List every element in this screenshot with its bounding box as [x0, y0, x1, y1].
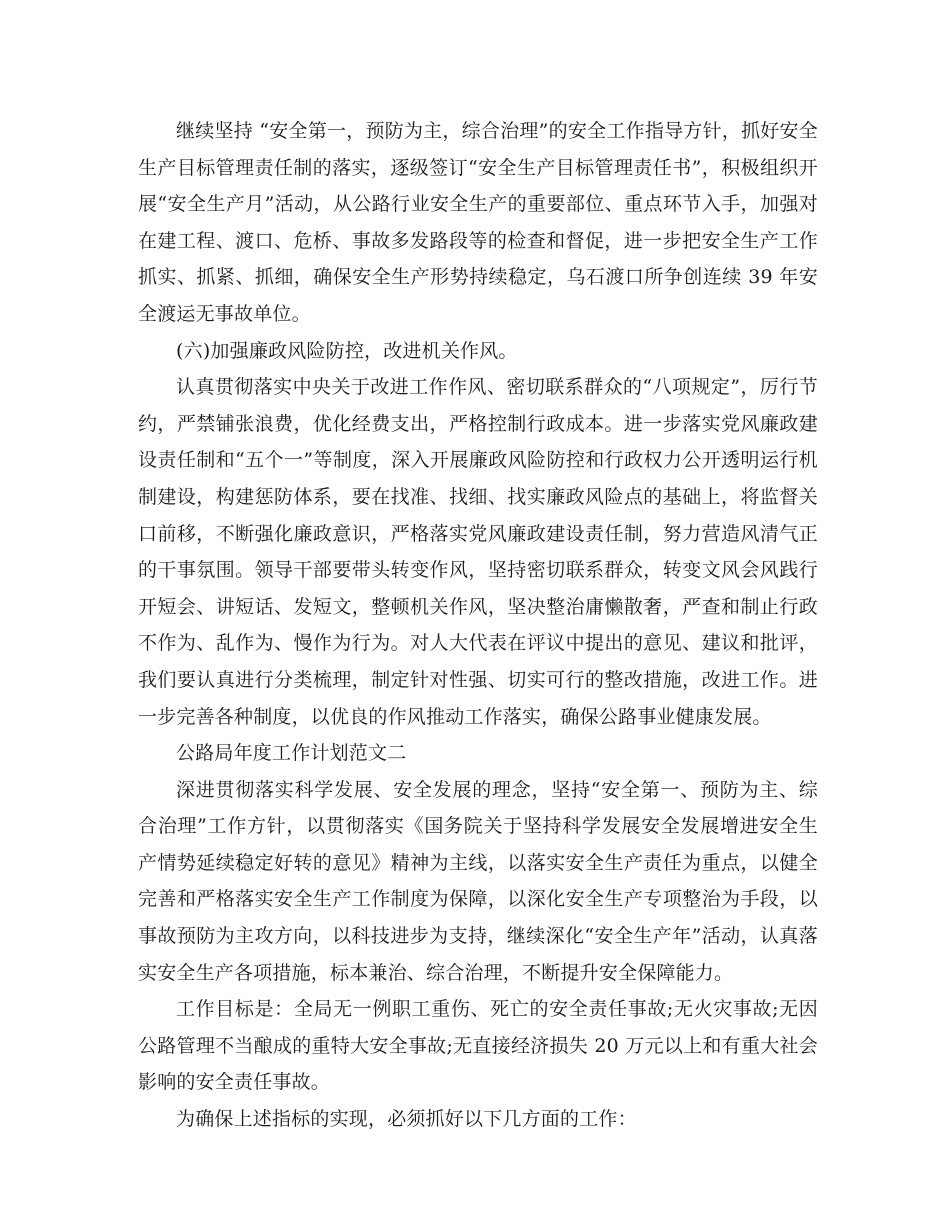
section-heading-anti-corruption: (六)加强廉政风险防控，改进机关作风。: [176, 339, 518, 362]
document-subtitle: 公路局年度工作计划范文二: [176, 742, 407, 765]
paragraph-work-style: 认真贯彻落实中央关于改进工作作风、密切联系群众的“八项规定”，厉行节约，严禁铺张浪费，优化经费支出，严格控制行政成本。进一步落实党风廉政建设责任制和“五个一”等制度，深入开展廉政风险防控和行政权力公开透明运行机制建设，构建惩防体系，要在找准、找细、找实廉政风险点的基础上，将监督关口前移，不断强化廉政意识，严格落实党风廉政建设责任制，努力营造风清气正的干事氛围。领导干部要带头转变作风，坚持密切联系群众，转变文风会风践行开短会、讲短话、发短文，整顿机关作风，坚决整治庸懒散奢，严查和制止行政不作为、乱作为、慢作为行为。对人大代表在评议中提出的意见、建议和批评，我们要认真进行分类梳理，制定针对性强、切实可行的整改措施，改进工作。进一步完善各种制度，以优良的作风推动工作落实，确保公路事业健康发展。: [138, 376, 818, 728]
paragraph-safety-development: 深进贯彻落实科学发展、安全发展的理念，坚持“安全第一、预防为主、综合治理”工作方针，以贯彻落实《国务院关于坚持科学发展安全发展增进安全生产情势延续稳定好转的意见》精神为主线，以落实安全生产责任为重点，以健全完善和严格落实安全生产工作制度为保障，以深化安全生产专项整治为手段，以事故预防为主攻方向，以科技进步为支持，继续深化“安全生产年”活动，认真落实安全生产各项措施，标本兼治、综合治理，不断提升安全保障能力。: [138, 778, 818, 984]
paragraph-safety-policy: 继续坚持 “安全第一，预防为主，综合治理”的安全工作指导方针，抓好安全生产目标管理责任制的落实，逐级签订“安全生产目标管理责任书”，积极组织开展“安全生产月”活动，从公路行业安全生产的重要部位、重点环节入手，加强对在建工程、渡口、危桥、事故多发路段等的检查和督促，进一步把安全生产工作抓实、抓紧、抓细，确保安全生产形势持续稳定，乌石渡口所争创连续 39 年安全渡运无事故单位。: [138, 120, 818, 325]
paragraph-work-goals: 工作目标是：全局无一例职工重伤、死亡的安全责任事故;无火灾事故;无因公路管理不当酿成的重特大安全事故;无直接经济损失 20 万元以上和有重大社会影响的安全责任事故。: [138, 998, 818, 1094]
paragraph-tasks-intro: 为确保上述指标的实现，必须抓好以下几方面的工作：: [176, 1108, 637, 1131]
document-body: [138, 113, 818, 1138]
